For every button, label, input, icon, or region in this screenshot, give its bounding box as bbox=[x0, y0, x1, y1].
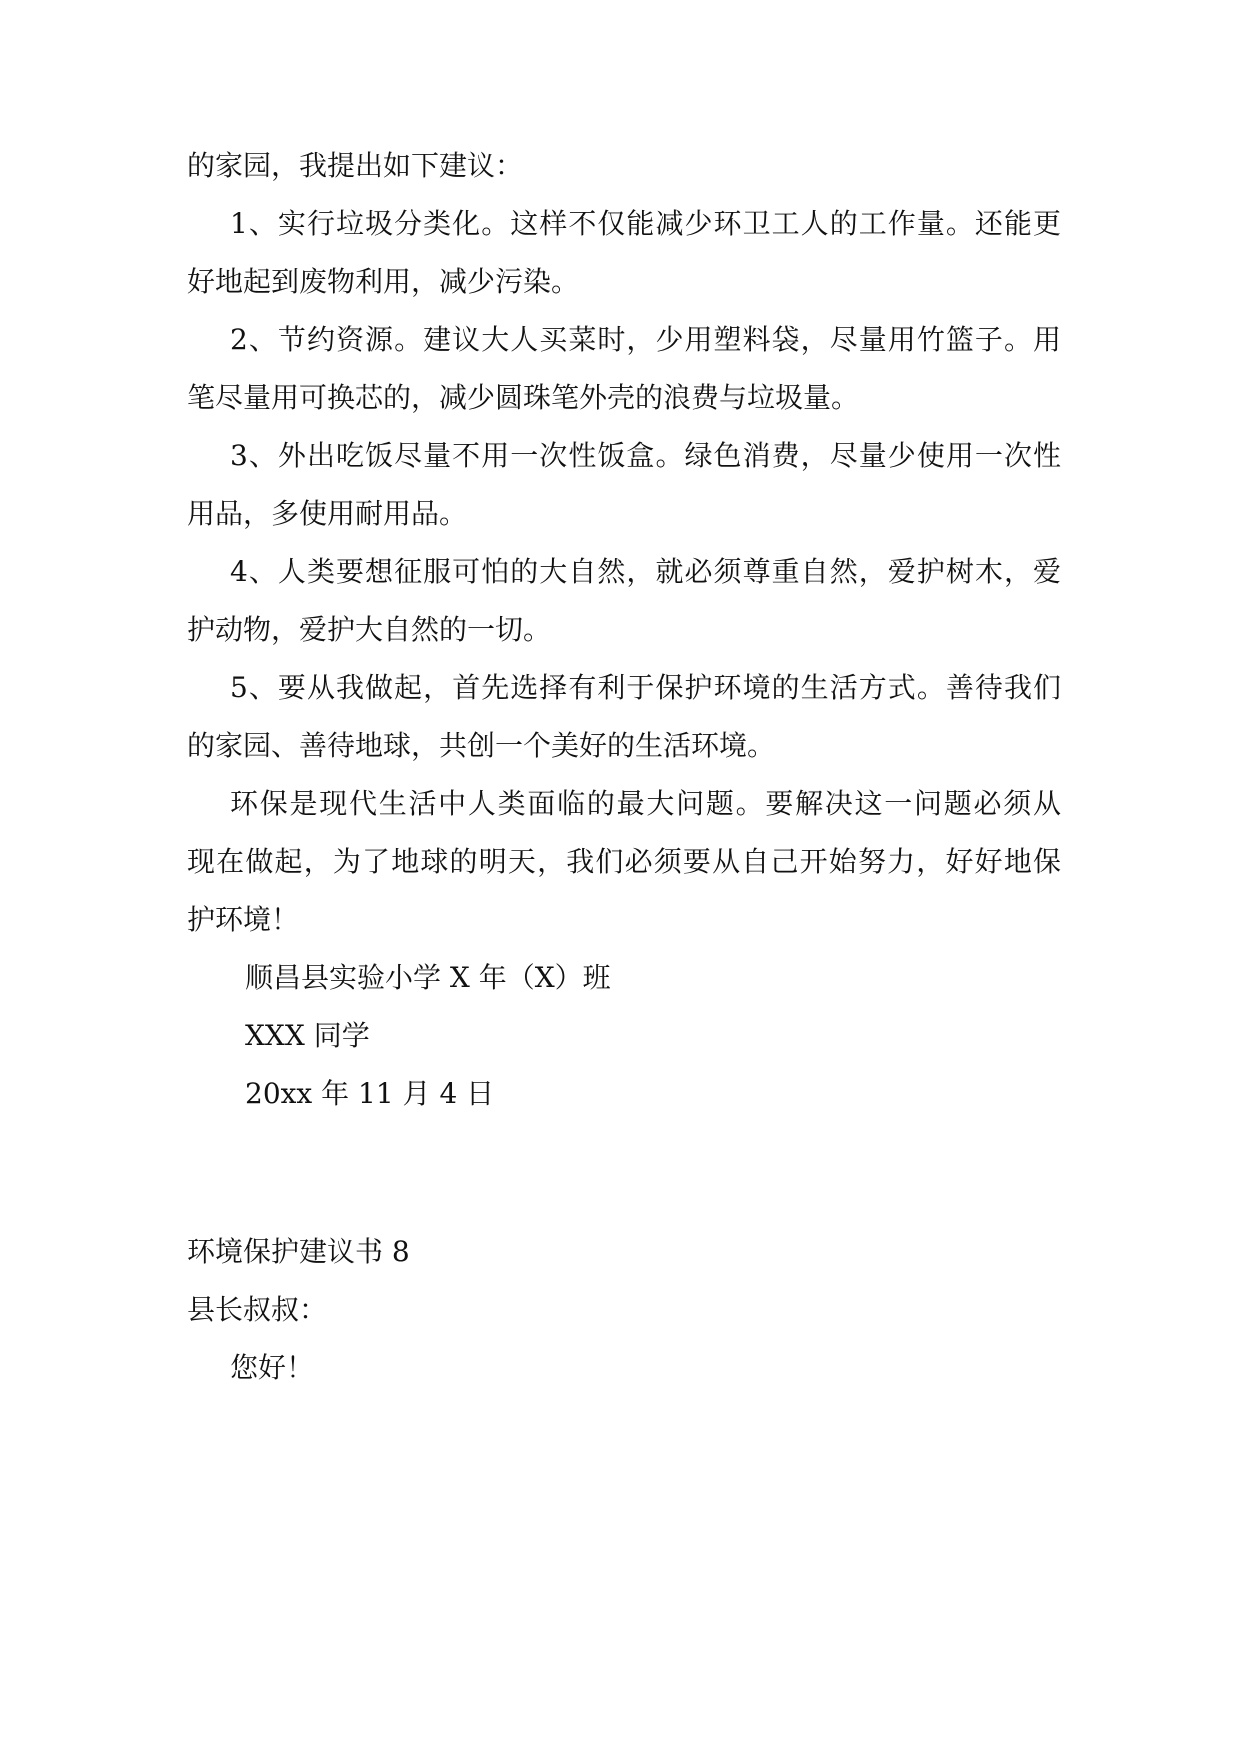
signature-date: 20xx 年 11 月 4 日 bbox=[245, 1077, 495, 1110]
conclusion-line-2: 现在做起，为了地球的明天，我们必须要从自己开始努力，好好地保 bbox=[187, 845, 1061, 878]
suggestion-3-line-2: 用品，多使用耐用品。 bbox=[187, 497, 468, 530]
suggestion-2-line-1: 2、节约资源。建议大人买菜时，少用塑料袋，尽量用竹篮子。用 bbox=[230, 323, 1061, 356]
suggestion-1-line-2: 好地起到废物利用，减少污染。 bbox=[187, 265, 580, 298]
section-title: 环境保护建议书 8 bbox=[187, 1235, 410, 1268]
greeting: 您好！ bbox=[230, 1351, 315, 1384]
suggestion-5-line-1: 5、要从我做起，首先选择有利于保护环境的生活方式。善待我们 bbox=[230, 671, 1061, 704]
signature-school: 顺昌县实验小学 X 年（X）班 bbox=[245, 961, 611, 994]
suggestion-2-line-2: 笔尽量用可换芯的，减少圆珠笔外壳的浪费与垃圾量。 bbox=[187, 381, 860, 414]
conclusion-line-3: 护环境！ bbox=[187, 903, 300, 936]
suggestion-3-line-1: 3、外出吃饭尽量不用一次性饭盒。绿色消费，尽量少使用一次性 bbox=[230, 439, 1061, 472]
conclusion-line-1: 环保是现代生活中人类面临的最大问题。要解决这一问题必须从 bbox=[230, 787, 1061, 820]
suggestion-4-line-1: 4、人类要想征服可怕的大自然，就必须尊重自然，爱护树木，爱 bbox=[230, 555, 1061, 588]
suggestion-4-line-2: 护动物，爱护大自然的一切。 bbox=[187, 613, 552, 646]
suggestion-5-line-2: 的家园、善待地球，共创一个美好的生活环境。 bbox=[187, 729, 776, 762]
signature-student: XXX 同学 bbox=[245, 1019, 370, 1052]
suggestion-1-line-1: 1、实行垃圾分类化。这样不仅能减少环卫工人的工作量。还能更 bbox=[230, 207, 1061, 240]
salutation: 县长叔叔： bbox=[187, 1293, 328, 1326]
text-line: 的家园，我提出如下建议： bbox=[187, 149, 524, 182]
